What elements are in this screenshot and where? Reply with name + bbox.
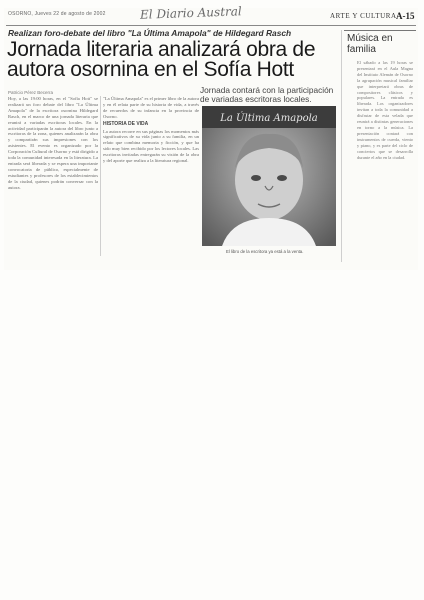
sidebar-divider: [341, 30, 342, 262]
article-column-2: [103, 96, 199, 164]
article-deck: Jornada contará con la participación de variadas escritoras locales.: [200, 85, 334, 104]
handwritten-note: El Diario Austral: [139, 4, 242, 22]
column-2-text-a: "La Última Amapola" es el primer libro de la autora y en él relata parte de su historia de vida, a través de recuerdos de su infancia en la provincia de Osorno.: [103, 96, 199, 119]
dateline: OSORNO, Jueves 22 de agosto de 2002: [8, 11, 106, 17]
header-rule: [6, 25, 416, 26]
sidebar-text: El sábado a las 19 horas se presentará en el Aula Magna del Instituto Alemán de Osorno la agrupación musical familiar que interpretará obras de compositores clásicos y populares. La entrada es liberada. Los organizadores invitan a toda la comunidad a disfrutar de esta velada que reunirá a distintas generaciones en torno a la música. La presentación contará con instrumentos de cuerda, viento y piano, y es parte del ciclo de conciertos que se desarrolla durante el año en la ciudad.: [357, 60, 413, 160]
article-title: Jornada literaria analizará obra de autora osornina en el Sofía Hott: [7, 38, 316, 81]
sidebar-rule: [344, 30, 416, 31]
article-byline: Patricio Pérez Becerra: [8, 90, 54, 95]
photo-caption: El libro de la escritora ya está a la venta.: [226, 249, 304, 254]
page-number: A-15: [396, 11, 415, 21]
column-2-text-b: La autora recorre en sus páginas los momentos más significativos de su vida junto a su familia, en un relato que combina memoria y ficción, y que ha sido muy bien recibido por los lectores locales. Las escritoras invitadas entregarán su visión de la obra y del aporte que realiza a la literatura regional.: [103, 128, 199, 164]
book-cover-image: [202, 106, 336, 246]
column-1-text: Hoy, a las 19:00 horas, en el "Sofía Hott" se realizará un foro debate del libro "La Última Amapola" de la escritora osornina Hildegard Rasch, en el marco de una jornada literaria que reunirá a variadas escritoras locales. En la actividad participarán la autora del libro junto a escritoras de la zona, quienes analizarán la obra y compartirán sus impresiones con los asistentes. El evento es organizado por la Corporación Cultural de Osorno y está dirigido a toda la comunidad interesada en la literatura. La entrada será liberada y se espera una importante convocatoria de público, especialmente de estudiantes y profesores de los establecimientos de la ciudad, quienes podrán conversar con la autora.: [8, 96, 98, 190]
article-kicker: Realizan foro-debate del libro "La Última Amapola" de Hildegard Rasch: [8, 28, 292, 38]
book-cover-title: La Última Amapola: [220, 113, 318, 124]
section-label: ARTE Y CULTURA: [330, 12, 397, 20]
article-column-1: [8, 96, 98, 191]
column-divider: [100, 96, 101, 256]
sidebar-title: Música en familia: [347, 33, 393, 55]
book-cover-photo: [202, 106, 336, 246]
column-2-subhead: HISTORIA DE VIDA: [103, 120, 149, 127]
